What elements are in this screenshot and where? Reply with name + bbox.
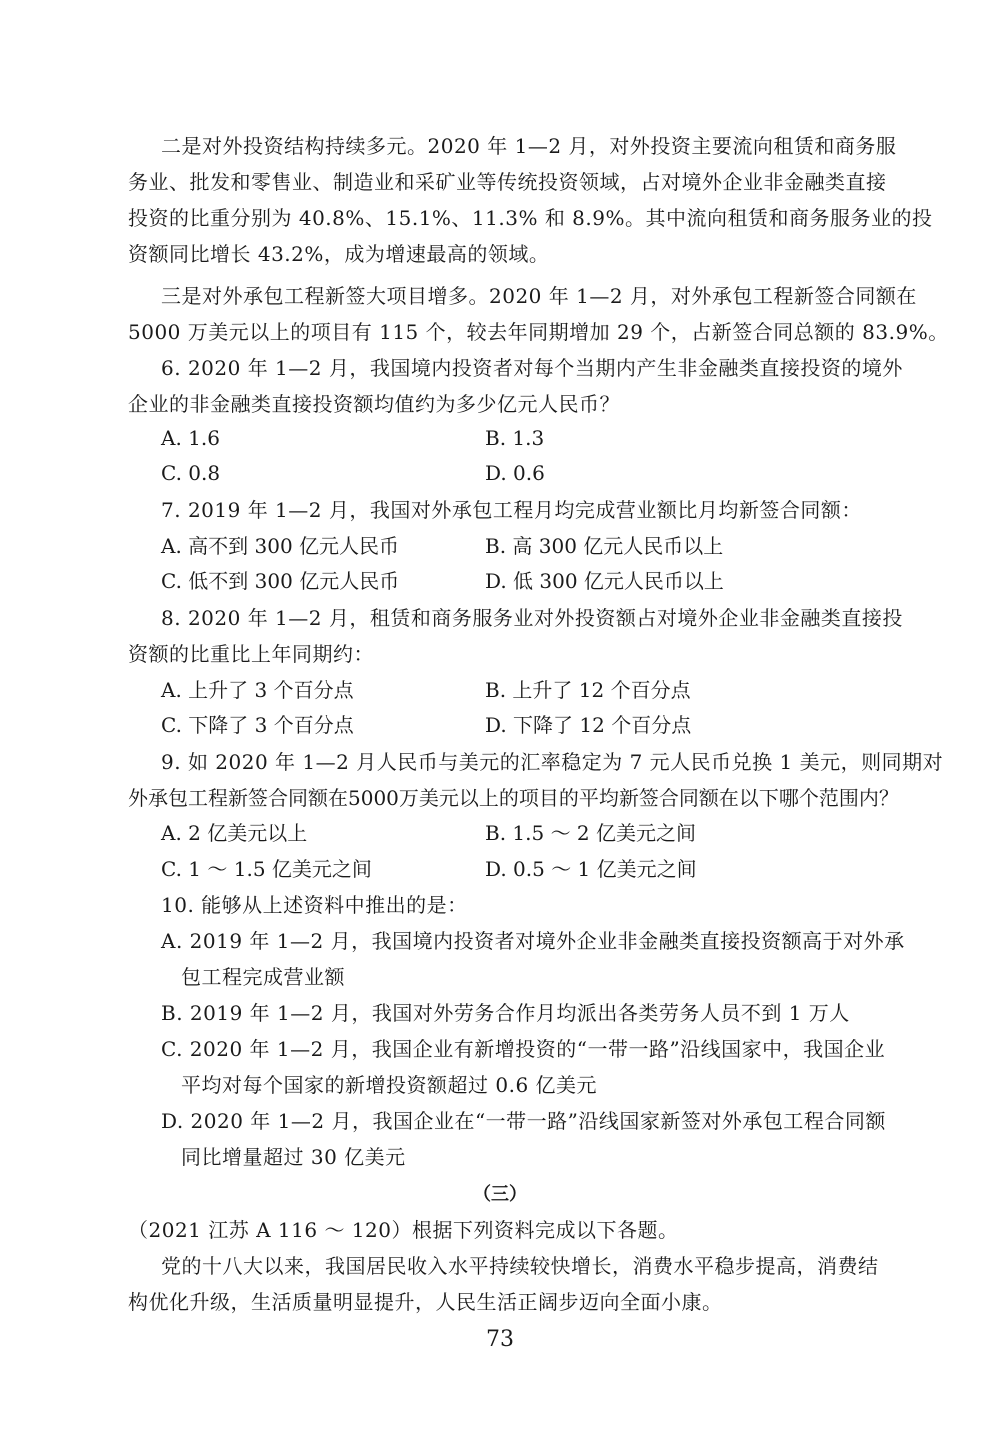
question-8-option-d: D. 下降了 12 个百分点 <box>485 713 692 737</box>
question-9-stem: 外承包工程新签合同额在5000万美元以上的项目的平均新签合同额在以下哪个范围内？ <box>128 786 899 810</box>
question-8-option-c: C. 下降了 3 个百分点 <box>161 713 354 737</box>
question-6-option-d: D. 0.6 <box>485 461 545 485</box>
question-6-option-b: B. 1.3 <box>485 426 545 450</box>
section-intro-line: 党的十八大以来，我国居民收入水平持续较快增长，消费水平稳步提高，消费结 <box>161 1254 879 1278</box>
question-9-option-b: B. 1.5 ～ 2 亿美元之间 <box>485 821 697 845</box>
question-6-option-a: A. 1.6 <box>161 426 220 450</box>
section-title: （三） <box>473 1184 527 1205</box>
question-7-option-b: B. 高 300 亿元人民币以上 <box>485 534 724 558</box>
question-8-option-b: B. 上升了 12 个百分点 <box>485 678 691 702</box>
paragraph-line: 资额同比增长 43.2%，成为增速最高的领域。 <box>128 242 550 266</box>
question-9-option-d: D. 0.5 ～ 1 亿美元之间 <box>485 857 697 881</box>
section-source: （2021 江苏 A 116 ～ 120）根据下列资料完成以下各题。 <box>128 1218 679 1242</box>
paragraph-line: 投资的比重分别为 40.8%、15.1%、11.3% 和 8.9%。其中流向租赁和商务服务业的投 <box>128 206 933 230</box>
paragraph-line: 三是对外承包工程新签大项目增多。2020 年 1—2 月，对外承包工程新签合同额在 <box>161 284 917 308</box>
question-7-option-a: A. 高不到 300 亿元人民币 <box>161 534 400 558</box>
question-9-option-a: A. 2 亿美元以上 <box>161 821 308 845</box>
question-7-option-d: D. 低 300 亿元人民币以上 <box>485 569 724 593</box>
question-10-stem: 10. 能够从上述资料中推出的是： <box>161 893 468 917</box>
section-intro-line: 构优化升级，生活质量明显提升，人民生活正阔步迈向全面小康。 <box>128 1290 723 1314</box>
question-7-stem: 7. 2019 年 1—2 月，我国对外承包工程月均完成营业额比月均新签合同额： <box>161 498 862 522</box>
question-6-option-c: C. 0.8 <box>161 461 221 485</box>
question-6-stem: 企业的非金融类直接投资额均值约为多少亿元人民币？ <box>128 392 620 416</box>
page-number: 73 <box>486 1327 514 1352</box>
question-10-option-c-cont: 平均对每个国家的新增投资额超过 0.6 亿美元 <box>181 1073 598 1097</box>
question-6-stem: 6. 2020 年 1—2 月，我国境内投资者对每个当期内产生非金融类直接投资的境外 <box>161 356 903 380</box>
question-10-option-a: A. 2019 年 1—2 月，我国境内投资者对境外企业非金融类直接投资额高于对外承 <box>161 929 905 953</box>
question-9-option-c: C. 1 ～ 1.5 亿美元之间 <box>161 857 372 881</box>
question-10-option-d-cont: 同比增量超过 30 亿美元 <box>181 1145 406 1169</box>
question-8-option-a: A. 上升了 3 个百分点 <box>161 678 354 702</box>
paragraph-line: 5000 万美元以上的项目有 115 个，较去年同期增加 29 个，占新签合同总额的 83.9%。 <box>128 320 949 344</box>
question-7-option-c: C. 低不到 300 亿元人民币 <box>161 569 400 593</box>
question-10-option-c: C. 2020 年 1—2 月，我国企业有新增投资的“一带一路”沿线国家中，我国企业 <box>161 1037 886 1061</box>
paragraph-line: 务业、批发和零售业、制造业和采矿业等传统投资领域，占对境外企业非金融类直接 <box>128 170 887 194</box>
question-10-option-d: D. 2020 年 1—2 月，我国企业在“一带一路”沿线国家新签对外承包工程合同额 <box>161 1109 886 1133</box>
question-8-stem: 资额的比重比上年同期约： <box>128 642 374 666</box>
question-10-option-a-cont: 包工程完成营业额 <box>181 965 345 989</box>
question-8-stem: 8. 2020 年 1—2 月，租赁和商务服务业对外投资额占对境外企业非金融类直接投 <box>161 606 903 630</box>
question-9-stem: 9. 如 2020 年 1—2 月人民币与美元的汇率稳定为 7 元人民币兑换 1 美元，则同期对 <box>161 750 944 774</box>
paragraph-line: 二是对外投资结构持续多元。2020 年 1—2 月，对外投资主要流向租赁和商务服 <box>161 134 897 158</box>
question-10-option-b: B. 2019 年 1—2 月，我国对外劳务合作月均派出各类劳务人员不到 1 万人 <box>161 1001 850 1025</box>
